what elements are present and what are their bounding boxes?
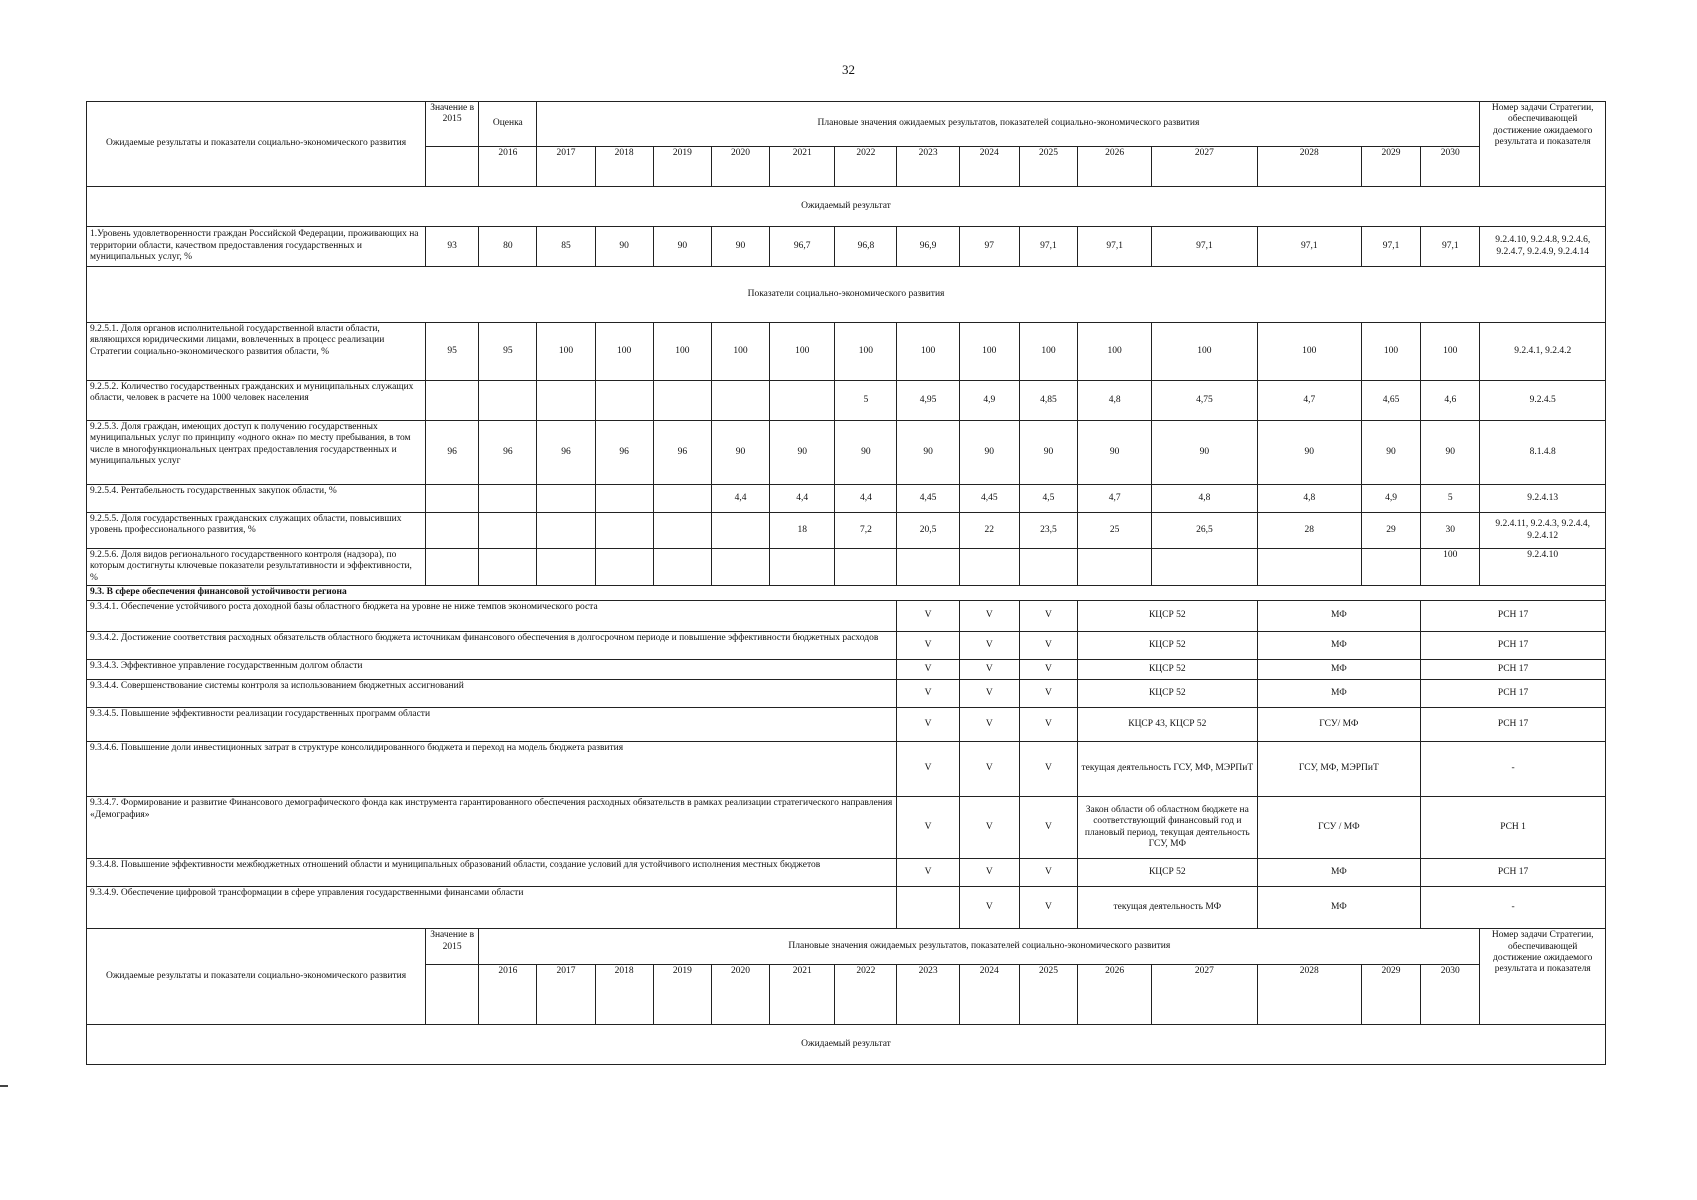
- indicator-value: 96: [426, 421, 479, 485]
- task-v: V: [959, 708, 1019, 742]
- row-name: 1.Уровень удовлетворенности граждан Российской Федерации, проживающих на территории области, качеством предоставления государственных и муниципальных услуг, %: [87, 227, 426, 267]
- footer-year: 2017: [537, 965, 595, 1025]
- indicator-task: 9.2.4.13: [1480, 485, 1606, 513]
- indicator-value: 5: [1421, 485, 1480, 513]
- indicator-task: 9.2.4.5: [1480, 381, 1606, 421]
- row-task: 9.2.4.10, 9.2.4.8, 9.2.4.6, 9.2.4.7, 9.2.4.9, 9.2.4.14: [1480, 227, 1606, 267]
- indicator-task: 9.2.4.11, 9.2.4.3, 9.2.4.4, 9.2.4.12: [1480, 513, 1606, 549]
- row-value: 97,1: [1019, 227, 1077, 267]
- header-blank: [426, 147, 479, 187]
- indicator-value: 26,5: [1152, 513, 1257, 549]
- indicator-value: 95: [426, 323, 479, 381]
- task-code: РСН 17: [1421, 632, 1606, 660]
- task-resp: ГСУ/ МФ: [1257, 708, 1421, 742]
- task-code: РСН 1: [1421, 797, 1606, 859]
- indicator-value: 100: [1078, 323, 1152, 381]
- footer-year: 2024: [959, 965, 1019, 1025]
- task-code: РСН 17: [1421, 680, 1606, 708]
- indicator-value: 95: [479, 323, 537, 381]
- indicator-value: [1361, 549, 1420, 586]
- indicator-name: 9.2.5.4. Рентабельность государственных закупок области, %: [87, 485, 426, 513]
- indicator-value: 4,9: [1361, 485, 1420, 513]
- task-v: V: [1019, 601, 1077, 632]
- indicator-value: [653, 381, 711, 421]
- task-source: КЦСР 43, КЦСР 52: [1078, 708, 1258, 742]
- indicator-value: 4,8: [1078, 381, 1152, 421]
- footer-year: 2030: [1421, 965, 1480, 1025]
- indicator-value: [426, 513, 479, 549]
- row-value: 90: [653, 227, 711, 267]
- indicator-value: [711, 513, 769, 549]
- indicator-task: 9.2.4.1, 9.2.4.2: [1480, 323, 1606, 381]
- indicator-value: 7,2: [835, 513, 897, 549]
- task-source: КЦСР 52: [1078, 680, 1258, 708]
- task-v: V: [897, 660, 959, 680]
- indicator-value: 30: [1421, 513, 1480, 549]
- task-v: V: [897, 742, 959, 797]
- task-name: 9.3.4.8. Повышение эффективности межбюджетных отношений области и муниципальных образований области, создание условий для устойчивого исполнения местных бюджетов: [87, 859, 897, 887]
- page-number: 32: [842, 62, 855, 77]
- task-resp: МФ: [1257, 601, 1421, 632]
- row-value: 97: [959, 227, 1019, 267]
- indicator-value: [426, 485, 479, 513]
- task-code: РСН 17: [1421, 859, 1606, 887]
- indicator-value: [479, 381, 537, 421]
- indicator-value: 20,5: [897, 513, 959, 549]
- indicator-value: [1257, 549, 1361, 586]
- task-v: V: [1019, 680, 1077, 708]
- indicator-value: 90: [1078, 421, 1152, 485]
- indicator-value: [537, 485, 595, 513]
- indicator-value: [537, 513, 595, 549]
- header-task: Номер задачи Стратегии, обеспечивающей достижение ожидаемого результата и показателя: [1480, 102, 1606, 187]
- task-name: 9.3.4.2. Достижение соответствия расходных обязательств областного бюджета источникам финансового обеспечения в долгосрочном периоде и повышение эффективности бюджетных расходов: [87, 632, 897, 660]
- indicator-task: 8.1.4.8: [1480, 421, 1606, 485]
- indicator-value: [1078, 549, 1152, 586]
- strategy-table: [86, 101, 1606, 1065]
- indicator-value: 5: [835, 381, 897, 421]
- indicator-value: [595, 549, 653, 586]
- indicator-value: 90: [711, 421, 769, 485]
- indicator-value: 90: [835, 421, 897, 485]
- row-value: 90: [711, 227, 769, 267]
- task-name: 9.3.4.5. Повышение эффективности реализации государственных программ области: [87, 708, 897, 742]
- indicator-value: 4,7: [1257, 381, 1361, 421]
- task-v: [897, 887, 959, 929]
- indicator-value: 100: [1421, 323, 1480, 381]
- row-value: 97,1: [1361, 227, 1420, 267]
- row-value: 90: [595, 227, 653, 267]
- indicator-value: [595, 381, 653, 421]
- indicator-value: 23,5: [1019, 513, 1077, 549]
- task-code: -: [1421, 742, 1606, 797]
- section-indicators: Показатели социально-экономического развития: [87, 267, 1606, 323]
- indicator-value: 4,75: [1152, 381, 1257, 421]
- task-v: V: [959, 632, 1019, 660]
- indicator-value: 4,65: [1361, 381, 1420, 421]
- header-indicator: Ожидаемые результаты и показатели социально-экономического развития: [87, 102, 426, 187]
- task-code: -: [1421, 887, 1606, 929]
- task-source: Закон области об областном бюджете на соответствующий финансовый год и плановый период, текущая деятельность ГСУ, МФ: [1078, 797, 1258, 859]
- task-resp: МФ: [1257, 887, 1421, 929]
- task-resp: МФ: [1257, 632, 1421, 660]
- indicator-value: 90: [959, 421, 1019, 485]
- task-resp: ГСУ, МФ, МЭРПиТ: [1257, 742, 1421, 797]
- indicator-value: 4,4: [711, 485, 769, 513]
- footer-year: 2029: [1361, 965, 1420, 1025]
- task-code: РСН 17: [1421, 601, 1606, 632]
- indicator-value: 4,45: [897, 485, 959, 513]
- footer-blank: [426, 965, 479, 1025]
- indicator-value: 100: [1257, 323, 1361, 381]
- task-v: V: [1019, 742, 1077, 797]
- indicator-task: 9.2.4.10: [1480, 549, 1606, 586]
- task-source: КЦСР 52: [1078, 632, 1258, 660]
- indicator-value: 96: [653, 421, 711, 485]
- indicator-value: [653, 549, 711, 586]
- footer-planned: Плановые значения ожидаемых результатов, показателей социально-экономического развития: [479, 929, 1480, 965]
- indicator-value: 29: [1361, 513, 1420, 549]
- section-93: 9.3. В сфере обеспечения финансовой устойчивости региона: [87, 586, 1606, 601]
- indicator-value: 4,9: [959, 381, 1019, 421]
- task-name: 9.3.4.3. Эффективное управление государственным долгом области: [87, 660, 897, 680]
- footer-year: 2016: [479, 965, 537, 1025]
- indicator-value: 96: [537, 421, 595, 485]
- indicator-value: 100: [959, 323, 1019, 381]
- indicator-value: 90: [1019, 421, 1077, 485]
- indicator-name: 9.2.5.5. Доля государственных гражданских служащих области, повысивших уровень профессионального развития, %: [87, 513, 426, 549]
- indicator-name: 9.2.5.6. Доля видов регионального государственного контроля (надзора), по которым достигнуты ключевые показатели результативности и эффективности, %: [87, 549, 426, 586]
- row-value: 80: [479, 227, 537, 267]
- indicator-value: [479, 513, 537, 549]
- indicator-value: [770, 381, 835, 421]
- indicator-value: 4,8: [1257, 485, 1361, 513]
- task-name: 9.3.4.1. Обеспечение устойчивого роста доходной базы областного бюджета на уровне не ниже темпов экономического роста: [87, 601, 897, 632]
- indicator-value: 4,85: [1019, 381, 1077, 421]
- header-year: 2025: [1019, 147, 1077, 187]
- footer-value-2015: Значение в 2015: [426, 929, 479, 965]
- indicator-value: 100: [653, 323, 711, 381]
- indicator-name: 9.2.5.2. Количество государственных гражданских и муниципальных служащих области, человек в расчете на 1000 человек населения: [87, 381, 426, 421]
- indicator-name: 9.2.5.1. Доля органов исполнительной государственной власти области, являющихся юридическими лицами, вовлеченных в процесс реализации Стратегии социально-экономического развития области, %: [87, 323, 426, 381]
- task-v: V: [897, 601, 959, 632]
- task-v: V: [959, 742, 1019, 797]
- task-source: КЦСР 52: [1078, 660, 1258, 680]
- header-estimate: Оценка: [479, 102, 537, 147]
- task-resp: МФ: [1257, 680, 1421, 708]
- header-year: 2029: [1361, 147, 1420, 187]
- task-v: V: [1019, 887, 1077, 929]
- header-year: 2018: [595, 147, 653, 187]
- task-v: V: [897, 859, 959, 887]
- indicator-value: 25: [1078, 513, 1152, 549]
- header-year: 2024: [959, 147, 1019, 187]
- indicator-value: 4,95: [897, 381, 959, 421]
- task-v: V: [959, 797, 1019, 859]
- task-resp: МФ: [1257, 660, 1421, 680]
- task-v: V: [1019, 859, 1077, 887]
- task-source: текущая деятельность ГСУ, МФ, МЭРПиТ: [1078, 742, 1258, 797]
- row-value: 96,7: [770, 227, 835, 267]
- row-value: 97,1: [1257, 227, 1361, 267]
- row-value: 93: [426, 227, 479, 267]
- header-year: 2019: [653, 147, 711, 187]
- row-value: 97,1: [1152, 227, 1257, 267]
- indicator-value: [897, 549, 959, 586]
- indicator-value: 100: [835, 323, 897, 381]
- indicator-value: [835, 549, 897, 586]
- footer-year: 2018: [595, 965, 653, 1025]
- row-value: 96,8: [835, 227, 897, 267]
- header-year: 2021: [770, 147, 835, 187]
- footer-indicator: Ожидаемые результаты и показатели социально-экономического развития: [87, 929, 426, 1025]
- task-source: КЦСР 52: [1078, 859, 1258, 887]
- footer-task: Номер задачи Стратегии, обеспечивающей достижение ожидаемого результата и показателя: [1480, 929, 1606, 1025]
- indicator-value: 4,45: [959, 485, 1019, 513]
- indicator-value: [595, 485, 653, 513]
- section-expected: Ожидаемый результат: [87, 187, 1606, 227]
- indicator-value: [711, 549, 769, 586]
- task-v: V: [1019, 632, 1077, 660]
- header-year: 2030: [1421, 147, 1480, 187]
- indicator-value: 100: [1019, 323, 1077, 381]
- indicator-value: 100: [897, 323, 959, 381]
- header-year: 2028: [1257, 147, 1361, 187]
- task-name: 9.3.4.9. Обеспечение цифровой трансформации в сфере управления государственными финансами области: [87, 887, 897, 929]
- indicator-value: 18: [770, 513, 835, 549]
- task-v: V: [1019, 660, 1077, 680]
- footer-year: 2028: [1257, 965, 1361, 1025]
- header-year: 2027: [1152, 147, 1257, 187]
- header-year: 2020: [711, 147, 769, 187]
- indicator-value: [653, 485, 711, 513]
- indicator-value: 90: [770, 421, 835, 485]
- indicator-value: [537, 549, 595, 586]
- footer-year: 2020: [711, 965, 769, 1025]
- indicator-value: 100: [595, 323, 653, 381]
- scan-mark: [0, 1085, 8, 1087]
- task-name: 9.3.4.7. Формирование и развитие Финансового демографического фонда как инструмента гарантированного обеспечения расходных обязательств в рамках реализации стратегического направления «Демография»: [87, 797, 897, 859]
- task-v: V: [897, 708, 959, 742]
- task-v: V: [959, 859, 1019, 887]
- row-value: 96,9: [897, 227, 959, 267]
- indicator-value: [653, 513, 711, 549]
- footer-section: Ожидаемый результат: [87, 1025, 1606, 1065]
- header-value-2015: Значение в 2015: [426, 102, 479, 147]
- indicator-value: [1019, 549, 1077, 586]
- indicator-value: 4,8: [1152, 485, 1257, 513]
- indicator-value: 28: [1257, 513, 1361, 549]
- indicator-value: 4,4: [770, 485, 835, 513]
- task-v: V: [1019, 708, 1077, 742]
- task-name: 9.3.4.4. Совершенствование системы контроля за использованием бюджетных ассигнований: [87, 680, 897, 708]
- indicator-value: 96: [595, 421, 653, 485]
- indicator-value: [1152, 549, 1257, 586]
- header-year: 2016: [479, 147, 537, 187]
- header-year: 2022: [835, 147, 897, 187]
- task-v: V: [959, 660, 1019, 680]
- row-value: 97,1: [1078, 227, 1152, 267]
- footer-year: 2025: [1019, 965, 1077, 1025]
- indicator-value: [479, 549, 537, 586]
- indicator-value: 4,6: [1421, 381, 1480, 421]
- indicator-value: [959, 549, 1019, 586]
- task-source: КЦСР 52: [1078, 601, 1258, 632]
- indicator-value: 4,4: [835, 485, 897, 513]
- indicator-value: 100: [537, 323, 595, 381]
- indicator-value: 22: [959, 513, 1019, 549]
- footer-year: 2022: [835, 965, 897, 1025]
- header-year: 2017: [537, 147, 595, 187]
- indicator-value: 90: [1361, 421, 1420, 485]
- indicator-value: 90: [1421, 421, 1480, 485]
- footer-year: 2023: [897, 965, 959, 1025]
- indicator-value: 4,5: [1019, 485, 1077, 513]
- task-v: V: [897, 680, 959, 708]
- task-v: V: [1019, 797, 1077, 859]
- indicator-value: 100: [1152, 323, 1257, 381]
- indicator-value: 100: [1421, 549, 1480, 586]
- task-source: текущая деятельность МФ: [1078, 887, 1258, 929]
- indicator-value: 90: [1257, 421, 1361, 485]
- task-code: РСН 17: [1421, 660, 1606, 680]
- indicator-value: [426, 381, 479, 421]
- task-resp: ГСУ / МФ: [1257, 797, 1421, 859]
- indicator-value: 100: [1361, 323, 1420, 381]
- indicator-value: [479, 485, 537, 513]
- indicator-value: 96: [479, 421, 537, 485]
- footer-year: 2019: [653, 965, 711, 1025]
- task-v: V: [959, 680, 1019, 708]
- indicator-value: 100: [711, 323, 769, 381]
- task-v: V: [959, 601, 1019, 632]
- task-v: V: [897, 797, 959, 859]
- footer-year: 2026: [1078, 965, 1152, 1025]
- row-value: 97,1: [1421, 227, 1480, 267]
- indicator-value: 90: [1152, 421, 1257, 485]
- indicator-value: [711, 381, 769, 421]
- indicator-value: [537, 381, 595, 421]
- indicator-name: 9.2.5.3. Доля граждан, имеющих доступ к получению государственных муниципальных услуг по принципу «одного окна» по месту пребывания, в том числе в многофункциональных центрах предоставления государственных и муниципальных услуг: [87, 421, 426, 485]
- header-planned: Плановые значения ожидаемых результатов, показателей социально-экономического развития: [537, 102, 1480, 147]
- task-v: V: [959, 887, 1019, 929]
- header-year: 2023: [897, 147, 959, 187]
- indicator-value: 100: [770, 323, 835, 381]
- footer-year: 2021: [770, 965, 835, 1025]
- indicator-value: 90: [897, 421, 959, 485]
- task-code: РСН 17: [1421, 708, 1606, 742]
- task-v: V: [897, 632, 959, 660]
- indicator-value: [595, 513, 653, 549]
- indicator-value: [770, 549, 835, 586]
- header-year: 2026: [1078, 147, 1152, 187]
- indicator-value: [426, 549, 479, 586]
- task-name: 9.3.4.6. Повышение доли инвестиционных затрат в структуре консолидированного бюджета и переход на модель бюджета развития: [87, 742, 897, 797]
- indicator-value: 4,7: [1078, 485, 1152, 513]
- row-value: 85: [537, 227, 595, 267]
- footer-year: 2027: [1152, 965, 1257, 1025]
- task-resp: МФ: [1257, 859, 1421, 887]
